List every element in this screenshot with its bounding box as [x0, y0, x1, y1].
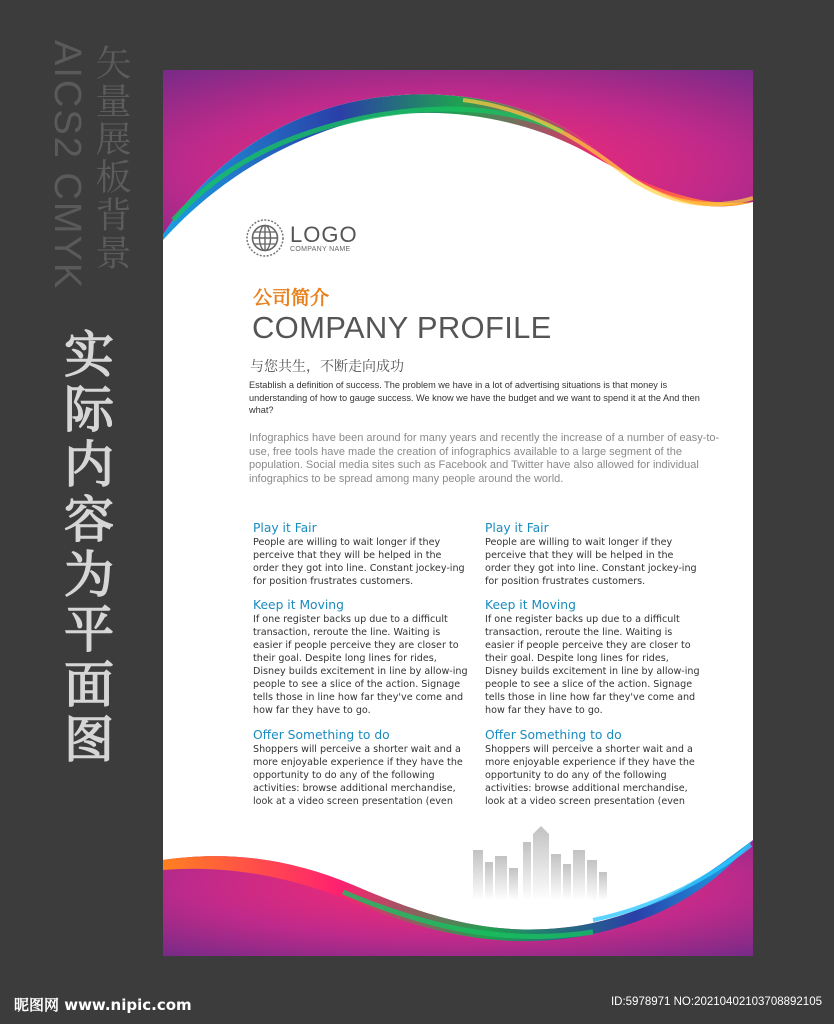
title-english: COMPANY PROFILE — [252, 310, 552, 345]
content-column-right — [485, 521, 700, 819]
site-watermark: 昵图网 www.nipic.com — [14, 996, 192, 1014]
content-column-left — [253, 521, 468, 819]
side-actual-content-text: 实际内容为平面图 — [56, 328, 114, 768]
title-chinese: 公司简介 — [253, 287, 330, 309]
section — [253, 728, 468, 808]
section-body: People are willing to wait longer if they perceive that they will be helped in the order they got into line. Constant jockey-ing for position frustrates customers. — [253, 537, 465, 587]
poster-board — [163, 70, 753, 956]
section-heading: Offer Something to do — [485, 728, 622, 742]
section-body: Shoppers will perceive a shorter wait and a more enjoyable experience if they have the opportunity to do any of the following activities: browse additional merchandise, look at a video screen presentation (even — [253, 744, 463, 807]
logo-company-name: COMPANY NAME — [290, 245, 351, 253]
section-heading: Play it Fair — [485, 521, 549, 535]
globe-icon — [245, 218, 285, 258]
intro-paragraph-dark: Establish a definition of success. The problem we have in a lot of advertising situations is that money is understanding of how to gauge success. We know we have the budget and we want to spend it at the And then what? — [249, 380, 700, 416]
section-heading: Keep it Moving — [253, 598, 344, 612]
logo-word: LOGO — [290, 221, 358, 247]
section-body: People are willing to wait longer if they perceive that they will be helped in the order they got into line. Constant jockey-ing for position frustrates customers. — [485, 537, 697, 587]
slogan: 与您共生，不断走向成功 — [250, 359, 404, 375]
logo — [245, 218, 358, 258]
section — [253, 598, 468, 717]
intro-paragraph-light: Infographics have been around for many years and recently the increase of a number of easy-to-use, free tools have made the creation of infographics available to a large segment of the population. Social media sites such as Facebook and Twitter have also allowed for individual infographics to be spread among many people around the world. — [249, 432, 720, 486]
side-vector-board-text: 矢量展板背景 — [90, 44, 131, 272]
section-heading: Keep it Moving — [485, 598, 576, 612]
section-body: Shoppers will perceive a shorter wait and a more enjoyable experience if they have the opportunity to do any of the following activities: browse additional merchandise, look at a video screen presentation (even — [485, 744, 695, 807]
section-body: If one register backs up due to a difficult transaction, reroute the line. Waiting is easier if people perceive they are closer to their goal. Despite long lines for rides, Disney builds excitement in line by allow-ing people to see a slice of the action. Signage tells those in line how far they've come and how far they have to go. — [253, 614, 468, 716]
side-latin-text: AICS2 CMYK — [46, 40, 88, 291]
section — [485, 521, 700, 588]
section-heading: Offer Something to do — [253, 728, 390, 742]
section-heading: Play it Fair — [253, 521, 317, 535]
section — [253, 521, 468, 588]
section — [485, 728, 700, 808]
image-id-text: ID:5978971 NO:20210402103708892105 — [610, 996, 822, 1008]
section — [485, 598, 700, 717]
section-body: If one register backs up due to a difficult transaction, reroute the line. Waiting is easier if people perceive they are closer to their goal. Despite long lines for rides, Disney builds excitement in line by allow-ing people to see a slice of the action. Signage tells those in line how far they've come and how far they have to go. — [485, 614, 700, 716]
poster-swoosh-background — [163, 70, 753, 956]
city-skyline-image — [463, 820, 623, 900]
